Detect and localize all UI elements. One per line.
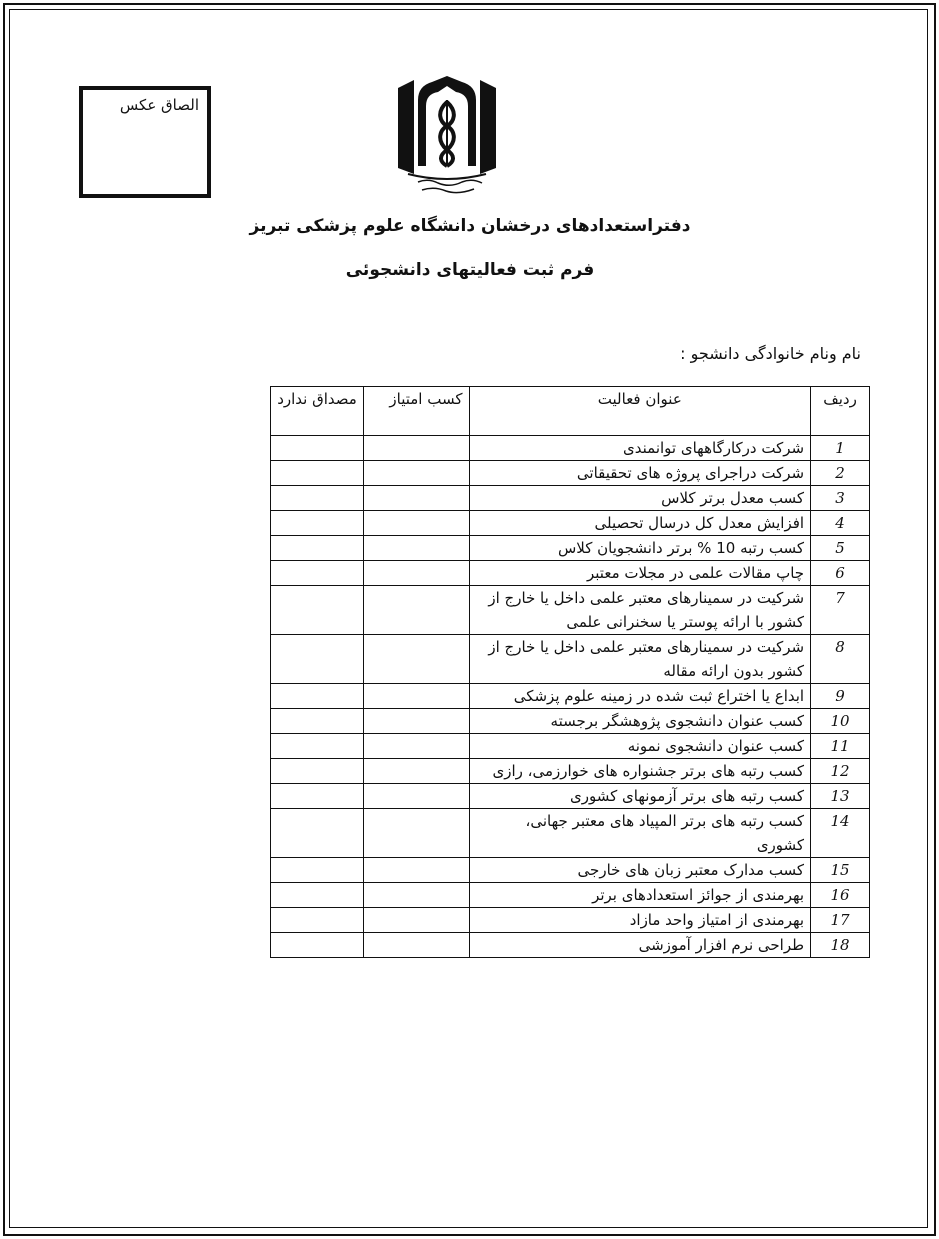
score-cell	[363, 809, 469, 858]
row-index: 5	[811, 536, 870, 561]
not-applicable-cell	[271, 561, 364, 586]
not-applicable-cell	[271, 586, 364, 635]
table-row	[271, 759, 870, 784]
table-row	[271, 461, 870, 486]
activity-title: کسب رتبه های برتر آزمونهای کشوری	[469, 784, 811, 809]
not-applicable-cell	[271, 635, 364, 684]
table-row	[271, 586, 870, 635]
col-header-index: ردیف	[811, 387, 870, 436]
row-index: 6	[811, 561, 870, 586]
activity-title: شرکیت در سمینارهای معتبر علمی داخل یا خارج از کشور با ارائه پوستر یا سخنرانی علمی	[469, 586, 811, 635]
score-cell	[363, 511, 469, 536]
score-cell	[363, 486, 469, 511]
table-row	[271, 883, 870, 908]
university-logo	[388, 70, 506, 196]
score-cell	[363, 933, 469, 958]
col-header-score: کسب امتیاز	[363, 387, 469, 436]
form-subtitle: فرم ثبت فعالیتهای دانشجوئی	[345, 260, 595, 280]
row-index: 17	[811, 908, 870, 933]
score-cell	[363, 734, 469, 759]
not-applicable-cell	[271, 908, 364, 933]
activity-title: کسب رتبه های برتر جشنواره های خوارزمی، رازی	[469, 759, 811, 784]
table-header-row	[271, 387, 870, 436]
row-index: 10	[811, 709, 870, 734]
activity-title: کسب رتبه های برتر المپیاد های معتبر جهانی، کشوری	[469, 809, 811, 858]
table-row	[271, 511, 870, 536]
not-applicable-cell	[271, 436, 364, 461]
score-cell	[363, 536, 469, 561]
col-header-valid: مصداق ندارد	[271, 387, 364, 436]
score-cell	[363, 586, 469, 635]
activity-title: طراحی نرم افزار آموزشی	[469, 933, 811, 958]
activity-title: شرکت دراجرای پروژه های تحقیقاتی	[469, 461, 811, 486]
score-cell	[363, 461, 469, 486]
not-applicable-cell	[271, 511, 364, 536]
table-row	[271, 734, 870, 759]
not-applicable-cell	[271, 461, 364, 486]
table-row	[271, 908, 870, 933]
table-row	[271, 809, 870, 858]
activities-table	[270, 386, 870, 958]
table-row	[271, 684, 870, 709]
col-header-title: عنوان فعالیت	[469, 387, 811, 436]
not-applicable-cell	[271, 883, 364, 908]
not-applicable-cell	[271, 933, 364, 958]
activity-title: ابداع یا اختراع ثبت شده در زمینه علوم پزشکی	[469, 684, 811, 709]
score-cell	[363, 684, 469, 709]
score-cell	[363, 709, 469, 734]
row-index: 4	[811, 511, 870, 536]
score-cell	[363, 759, 469, 784]
activity-title: شرکت درکارگاههای توانمندی	[469, 436, 811, 461]
row-index: 7	[811, 586, 870, 635]
table-row	[271, 858, 870, 883]
table-row	[271, 436, 870, 461]
not-applicable-cell	[271, 858, 364, 883]
row-index: 1	[811, 436, 870, 461]
table-row	[271, 933, 870, 958]
activity-title: بهرمندی از جوائز استعدادهای برتر	[469, 883, 811, 908]
score-cell	[363, 635, 469, 684]
activity-title: کسب رتبه 10 % برتر دانشجویان کلاس	[469, 536, 811, 561]
row-index: 15	[811, 858, 870, 883]
table-row	[271, 486, 870, 511]
table-row	[271, 536, 870, 561]
activity-title: چاپ مقالات علمی در مجلات معتبر	[469, 561, 811, 586]
photo-box	[79, 86, 211, 198]
row-index: 11	[811, 734, 870, 759]
table-row	[271, 709, 870, 734]
table-row	[271, 561, 870, 586]
score-cell	[363, 858, 469, 883]
row-index: 16	[811, 883, 870, 908]
page-title: دفتراستعدادهای درخشان دانشگاه علوم پزشکی تبریز	[249, 216, 691, 236]
score-cell	[363, 883, 469, 908]
not-applicable-cell	[271, 759, 364, 784]
row-index: 2	[811, 461, 870, 486]
row-index: 12	[811, 759, 870, 784]
not-applicable-cell	[271, 734, 364, 759]
score-cell	[363, 561, 469, 586]
activity-title: کسب عنوان دانشجوی نمونه	[469, 734, 811, 759]
photo-box-label: الصاق عکس	[119, 96, 199, 114]
row-index: 18	[811, 933, 870, 958]
not-applicable-cell	[271, 486, 364, 511]
row-index: 13	[811, 784, 870, 809]
not-applicable-cell	[271, 709, 364, 734]
row-index: 3	[811, 486, 870, 511]
not-applicable-cell	[271, 809, 364, 858]
score-cell	[363, 436, 469, 461]
activity-title: بهرمندی از امتیاز واحد مازاد	[469, 908, 811, 933]
activity-title: افزایش معدل کل درسال تحصیلی	[469, 511, 811, 536]
activity-title: کسب مدارک معتبر زبان های خارجی	[469, 858, 811, 883]
not-applicable-cell	[271, 684, 364, 709]
table-row	[271, 635, 870, 684]
row-index: 8	[811, 635, 870, 684]
activity-title: کسب معدل برتر کلاس	[469, 486, 811, 511]
activity-title: شرکیت در سمینارهای معتبر علمی داخل یا خارج از کشور بدون ارائه مقاله	[469, 635, 811, 684]
row-index: 14	[811, 809, 870, 858]
not-applicable-cell	[271, 784, 364, 809]
score-cell	[363, 784, 469, 809]
student-name-label: نام ونام خانوادگی دانشجو :	[680, 344, 861, 363]
row-index: 9	[811, 684, 870, 709]
not-applicable-cell	[271, 536, 364, 561]
activity-title: کسب عنوان دانشجوی پژوهشگر برجسته	[469, 709, 811, 734]
score-cell	[363, 908, 469, 933]
table-row	[271, 784, 870, 809]
